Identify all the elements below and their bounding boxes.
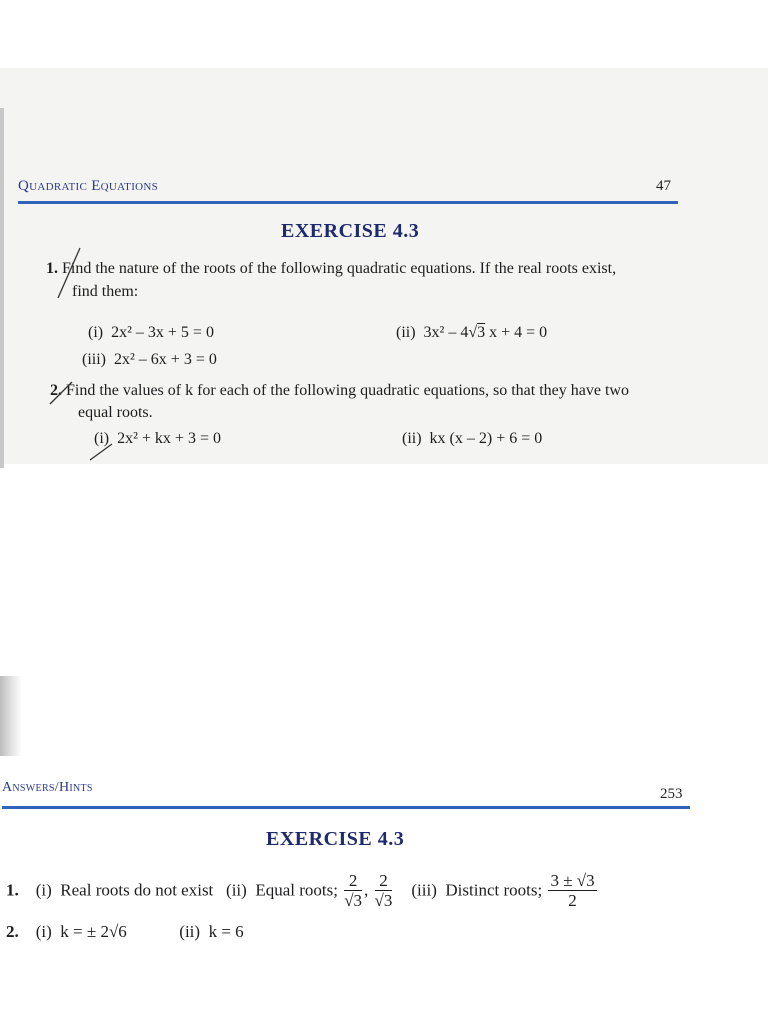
- part-label: (i): [35, 922, 52, 941]
- answer-number: 1.: [6, 880, 19, 900]
- answer-text: Equal roots;: [255, 880, 338, 900]
- answer-number: 2.: [6, 922, 19, 941]
- pencil-tick-mark-icon: [86, 440, 116, 464]
- answer-text: k = 6: [208, 922, 244, 941]
- q1-part-ii: [396, 324, 547, 342]
- q2-part-ii: [402, 430, 542, 448]
- equation: kx (x – 2) + 6 = 0: [429, 430, 543, 447]
- question-number: 1.: [46, 260, 58, 277]
- question-number: 2.: [50, 382, 62, 399]
- question-2: [50, 382, 629, 400]
- pencil-tick-mark-icon: [46, 380, 76, 408]
- equation: 2x² + kx + 3 = 0: [117, 430, 221, 447]
- equation: 2x² – 6x + 3 = 0: [114, 351, 217, 368]
- sqrt-symbol: √: [468, 324, 478, 341]
- separator: ,: [364, 880, 369, 900]
- pencil-tick-mark-icon: [54, 246, 84, 302]
- chapter-header: Quadratic Equations: [18, 178, 159, 194]
- fraction: [375, 872, 393, 911]
- fraction: [548, 872, 596, 911]
- fraction-denominator: √3: [344, 891, 363, 910]
- answer-1: [6, 872, 599, 911]
- equation: 2x² – 3x + 5 = 0: [111, 324, 214, 341]
- q1-part-iii: [82, 351, 217, 369]
- textbook-page-47: [0, 68, 768, 464]
- part-label: (ii): [226, 880, 247, 900]
- q1-part-i: [88, 324, 214, 342]
- fraction-denominator: 2: [568, 891, 577, 910]
- answer-2: [6, 922, 244, 942]
- equation-part: x + 4 = 0: [485, 324, 548, 341]
- answer-text: Real roots do not exist: [60, 880, 214, 900]
- question-1: [46, 260, 616, 278]
- fraction: [344, 872, 362, 911]
- equation-part: 3x² – 4: [423, 324, 469, 341]
- part-label: (ii): [402, 430, 422, 447]
- fraction-numerator: 2: [375, 872, 393, 891]
- exercise-title: EXERCISE 4.3: [266, 828, 405, 850]
- page-number: 47: [656, 178, 671, 194]
- fraction-numerator: 3 ± √3: [550, 871, 595, 890]
- part-label: (i): [94, 430, 110, 447]
- answer-text: Distinct roots;: [445, 880, 543, 900]
- page-number: 253: [660, 786, 683, 802]
- part-label: (iii): [411, 880, 437, 900]
- header-rule: [18, 201, 678, 204]
- question-text: Find the values of k for each of the following quadratic equations, so that they have two: [66, 382, 629, 399]
- sqrt-value: 3: [477, 324, 486, 341]
- fraction-numerator: 2: [344, 872, 362, 891]
- answers-header: Answers/Hints: [2, 780, 93, 795]
- question-2-line-2: equal roots.: [78, 404, 153, 421]
- question-1-line-2: find them:: [72, 283, 139, 300]
- fraction-denominator: √3: [374, 891, 393, 910]
- page-edge-shadow: [0, 108, 4, 468]
- part-label: (iii): [82, 351, 106, 368]
- question-text: Find the nature of the roots of the following quadratic equations. If the real roots exist,: [62, 260, 617, 277]
- part-label: (i): [88, 324, 104, 341]
- answer-text: k = ± 2√6: [60, 922, 127, 941]
- header-rule: [2, 806, 690, 809]
- exercise-title: EXERCISE 4.3: [281, 220, 420, 242]
- part-label: (ii): [396, 324, 416, 341]
- textbook-page-253: [0, 676, 768, 1024]
- part-label: (ii): [179, 922, 201, 941]
- page-edge-shadow: [0, 676, 22, 756]
- part-label: (i): [35, 880, 52, 900]
